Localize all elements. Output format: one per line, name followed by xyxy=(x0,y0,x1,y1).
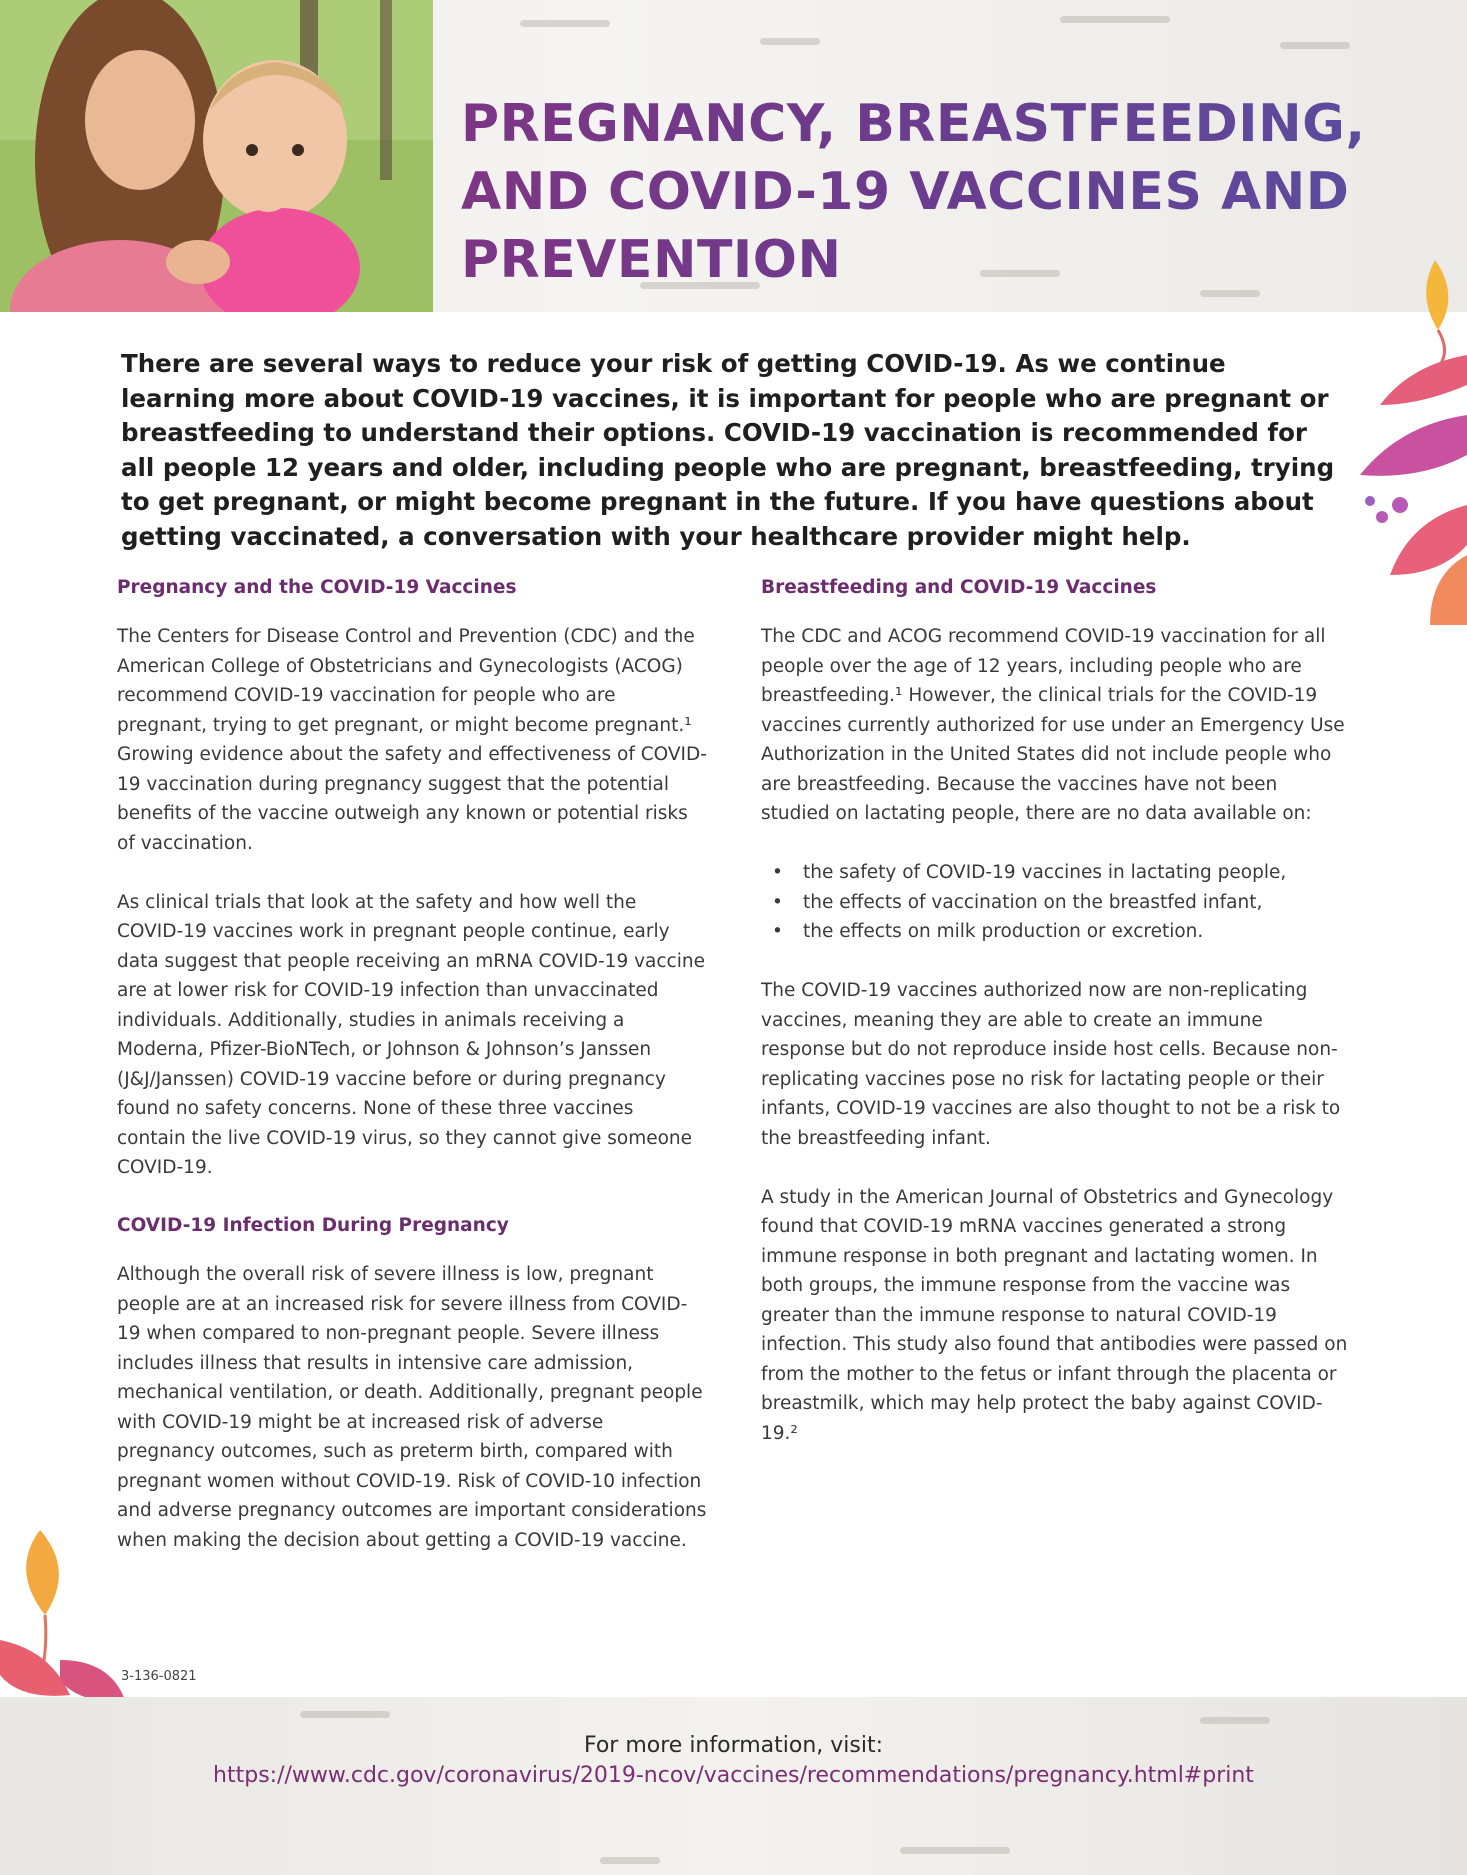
photo-illustration xyxy=(0,0,433,312)
document-number: 3-136-0821 xyxy=(121,1669,197,1684)
mother-and-baby-photo xyxy=(0,0,433,312)
bullet-icon: • xyxy=(772,891,783,913)
title-line-3: PREVENTION xyxy=(461,230,842,290)
more-info-link[interactable]: https://www.cdc.gov/coronavirus/2019-ncov/vaccines/recommendations/pregnancy.html#print xyxy=(213,1763,1254,1788)
heading-breastfeeding-vaccines: Breastfeeding and COVID-19 Vaccines xyxy=(761,577,1157,598)
paragraph-severe-illness: Although the overall risk of severe illness is low, pregnant people are at an increased risk for severe illness from COVID-19 when compared to non-pregnant people. Severe illness includes illness that results in intensive care admission, mechanical ventilation, or death. Additionally, pregnant people with COVID-19 might be at increased risk of adverse pregnancy outcomes, such as preterm birth, compared with pregnant women without COVID-19. Risk of COVID-10 infection and adverse pregnancy outcomes are important considerations when making the decision about getting a COVID-19 vaccine. xyxy=(117,1264,707,1551)
intro-paragraph: There are several ways to reduce your risk of getting COVID-19. As we continue learning more about COVID-19 vaccines, it is important for people who are pregnant or breastfeeding to understand their options. COVID-19 vaccination is recommended for all people 12 years and older, including people who are pregnant, breastfeeding, trying to get pregnant, or might become pregnant in the future. If you have questions about getting vaccinated, a conversation with your healthcare provider might help. xyxy=(121,349,1335,551)
paragraph-clinical-trials: As clinical trials that look at the safety and how well the COVID-19 vaccines work in pregnant people continue, early data suggest that people receiving an mRNA COVID-19 vaccine are at lower risk for COVID-19 infection than unvaccinated individuals. Additionally, studies in animals receiving a Moderna, Pfizer-BioNTech, or Johnson & Johnson’s Janssen (J&J/Janssen) COVID-19 vaccine before or during pregnancy found no safety concerns. None of these three vaccines contain the live COVID-19 virus, so they cannot give someone COVID-19. xyxy=(117,891,705,1178)
paragraph-cdc-acog-breastfeeding: The CDC and ACOG recommend COVID-19 vaccination for all people over the age of 12 years, including people who are breastfeeding.¹ However, the clinical trials for the COVID-19 vaccines currently authorized for use under an Emergency Use Authorization in the United States did not include people who are breastfeeding. Because the vaccines have not been studied on lactating people, there are no data available on: xyxy=(761,626,1345,824)
paragraph-non-replicating: The COVID-19 vaccines authorized now are non-replicating vaccines, meaning they are able to create an immune response but do not reproduce inside host cells. Because non-replicating vaccines pose no risk for lactating people or their infants, COVID-19 vaccines are also thought to not be a risk to the breastfeeding infant. xyxy=(761,980,1341,1149)
bullet-icon: • xyxy=(772,862,783,883)
paragraph-cdc-acog-pregnancy: The Centers for Disease Control and Prevention (CDC) and the American College of Obstetricians and Gynecologists (ACOG) recommend COVID-19 vaccination for people who are pregnant, trying to get pregnant, or might become pregnant.¹ Growing evidence about the safety and effectiveness of COVID-19 vaccination during pregnancy suggest that the potential benefits of the vaccine outweigh any known or potential risks of vaccination. xyxy=(117,626,707,854)
footer-label: For more information, visit: xyxy=(583,1733,884,1758)
title-line-2: AND COVID-19 VACCINES AND xyxy=(461,162,1350,222)
heading-pregnancy-vaccines: Pregnancy and the COVID-19 Vaccines xyxy=(117,577,517,598)
list-item: • the effects of vaccination on the breastfed infant, xyxy=(761,888,1351,918)
floral-decoration-right xyxy=(1340,255,1467,625)
heading-infection-during-pregnancy: COVID-19 Infection During Pregnancy xyxy=(117,1215,509,1236)
footer-banner xyxy=(0,1697,1467,1875)
left-column xyxy=(117,574,707,1585)
list-item: • the effects on milk production or excretion. xyxy=(761,917,1351,947)
page-title xyxy=(461,90,1421,294)
footer-text xyxy=(0,1731,1467,1791)
list-item: • the safety of COVID-19 vaccines in lactating people, xyxy=(761,858,1351,888)
bullet-icon: • xyxy=(772,921,783,942)
title-line-1: PREGNANCY, BREASTFEEDING, xyxy=(461,94,1366,154)
no-data-list xyxy=(761,858,1351,947)
header-banner xyxy=(0,0,1467,312)
paragraph-journal-study: A study in the American Journal of Obstetrics and Gynecology found that COVID-19 mRNA vaccines generated a strong immune response in both pregnant and lactating women. In both groups, the immune response from the vaccine was greater than the immune response to natural COVID-19 infection. This study also found that antibodies were passed on from the mother to the fetus or infant through the placenta or breastmilk, which may help protect the baby against COVID-19.² xyxy=(761,1186,1348,1444)
right-column xyxy=(761,574,1351,1478)
